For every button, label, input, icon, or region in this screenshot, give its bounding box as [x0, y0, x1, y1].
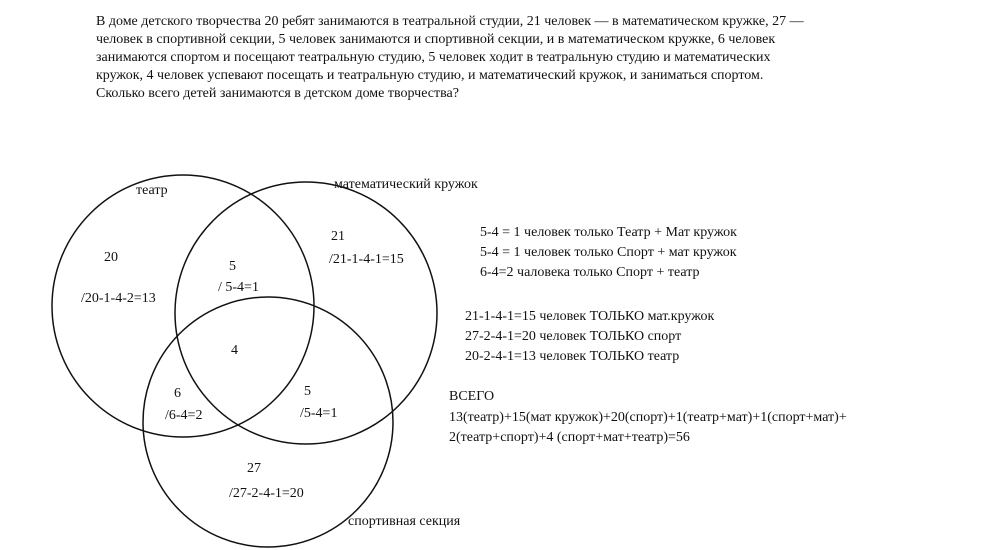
- total-line: 13(театр)+15(мат кружок)+20(спорт)+1(театр+мат)+1(спорт+мат)+: [449, 410, 847, 425]
- problem-line: В доме детского творчества 20 ребят занимаются в театральной студии, 21 человек — в математическом кружке, 27 —: [96, 14, 804, 29]
- pairwise-notes: [480, 223, 737, 283]
- problem-line: занимаются спортом и посещают театральную студию, 5 человек ходит в театральную студию и математических: [96, 50, 771, 65]
- single-note: 27-2-4-1=20 человек ТОЛЬКО спорт: [465, 329, 682, 344]
- pairwise-note: 5-4 = 1 человек только Театр + Мат кружок: [480, 225, 737, 240]
- theatre-sport-calc: /6-4=2: [165, 408, 203, 423]
- pairwise-note: 5-4 = 1 человек только Спорт + мат кружок: [480, 245, 737, 260]
- math-sport-value: 5: [304, 384, 311, 399]
- single-note: 20-2-4-1=13 человек ТОЛЬКО театр: [465, 349, 680, 364]
- sport-only-calc: /27-2-4-1=20: [229, 486, 304, 501]
- math-label: математический кружок: [334, 177, 478, 192]
- math-only-value: 21: [331, 229, 345, 244]
- sport-label: спортивная секция: [348, 514, 461, 529]
- math-only-calc: /21-1-4-1=15: [329, 252, 404, 267]
- single-notes: [465, 307, 714, 367]
- sport-only-value: 27: [247, 461, 261, 476]
- total-line: 2(театр+спорт)+4 (спорт+мат+театр)=56: [449, 430, 690, 445]
- total-formula: [449, 408, 847, 448]
- problem-line: человек в спортивной секции, 5 человек занимаются и спортивной секции, и в математическом кружке, 6 человек: [96, 32, 776, 47]
- pairwise-note: 6-4=2 чаловека только Спорт + театр: [480, 265, 700, 280]
- theatre-math-value: 5: [229, 259, 236, 274]
- theatre-label: театр: [136, 183, 168, 198]
- theatre-math-calc: / 5-4=1: [218, 280, 259, 295]
- theatre-only-value: 20: [104, 250, 118, 265]
- single-note: 21-1-4-1=15 человек ТОЛЬКО мат.кружок: [465, 309, 715, 324]
- math-circle: [175, 182, 437, 444]
- center-value: 4: [231, 343, 238, 358]
- theatre-sport-value: 6: [174, 386, 181, 401]
- problem-line: Сколько всего детей занимаются в детском доме творчества?: [96, 86, 459, 101]
- total-title: ВСЕГО: [449, 389, 495, 404]
- theatre-only-calc: /20-1-4-2=13: [81, 291, 156, 306]
- math-sport-calc: /5-4=1: [300, 406, 338, 421]
- problem-line: кружок, 4 человек успевают посещать и театральную студию, и математический кружок, и заниматься спортом.: [96, 68, 764, 83]
